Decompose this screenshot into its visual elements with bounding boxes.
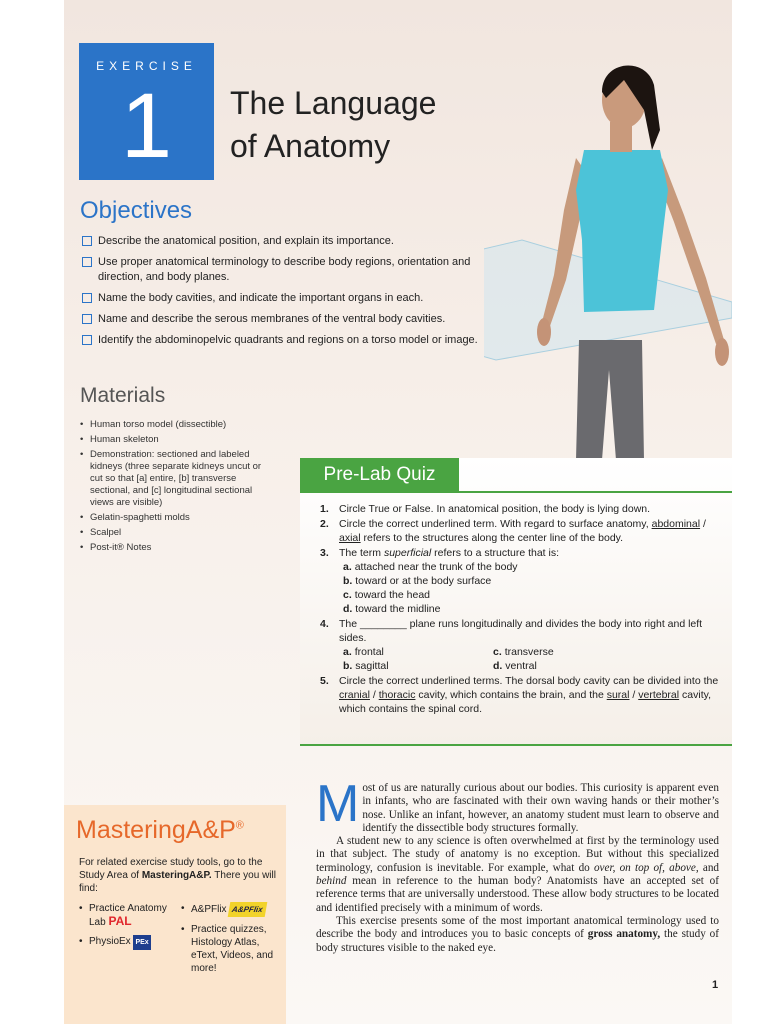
answer-option[interactable]: cranial [339, 689, 370, 701]
mastering-logo: MasteringA&P® [76, 816, 244, 844]
intro-body-text [316, 775, 720, 955]
tool-physioex[interactable]: • PhysioEx PEx [78, 935, 178, 950]
quiz-question-5: 5. Circle the correct underlined terms. The dorsal body cavity can be divided into the cranial / thoracic cavity, which contains the brain, and the sural / vertebral cavity, which contains the spinal cord. [320, 675, 719, 715]
paragraph: Most of us are naturally curious about our bodies. This curiosity is apparent even in infants, who are fascinated with their own waving hands or their mother’s nose. Unlike an infant, however, an anatomy student must learn to observe and identify the dissectible body structures formally. [316, 775, 719, 834]
title-line-2: of Anatomy [230, 128, 391, 164]
objective-item: Use proper anatomical terminology to describe body regions, orientation and direction, and body planes. [82, 255, 512, 285]
checkbox-icon[interactable] [82, 257, 92, 267]
paragraph: A student new to any science is often overwhelmed at first by the terminology used in that subject. The study of anatomy is no exception. But without this specialized terminology, confusion is inevitable. For example, what do over, on top of, above, and behind mean in reference to the human body? Anatomists have an accepted set of reference terms that are universally understood. These allow body structures to be located and identified precisely with a minimum of words. [316, 835, 720, 914]
answer-option[interactable]: c. toward the head [343, 589, 430, 601]
mastering-tools-right [180, 902, 284, 981]
answer-option[interactable]: abdominal [651, 518, 701, 530]
objective-item: Identify the abdominopelvic quadrants and regions on a torso model or image. [82, 333, 512, 348]
exercise-number: 1 [120, 75, 173, 177]
objectives-heading: Objectives [80, 197, 193, 224]
tool-apflix[interactable]: • A&PFlix A&PFlix [180, 902, 284, 917]
objective-item: Describe the anatomical position, and explain its importance. [82, 234, 512, 249]
pal-icon: PAL [108, 914, 132, 928]
materials-heading: Materials [80, 384, 166, 407]
checkbox-icon[interactable] [82, 335, 92, 345]
material-item: • Human skeleton [78, 434, 268, 446]
mastering-tools-left [78, 902, 178, 956]
objective-item: Name the body cavities, and indicate the important organs in each. [82, 291, 512, 306]
mastering-sidebar [64, 805, 286, 1024]
material-item: • Demonstration: sectioned and labeled kidneys (three separate kidneys uncut or cut so that [a] entire, [b] transverse sectional, and [c] longitudinal sectional views are visible) [78, 449, 268, 509]
answer-option[interactable]: d. toward the midline [343, 603, 441, 615]
checkbox-icon[interactable] [82, 293, 92, 303]
quiz-questions [320, 502, 720, 717]
answer-options [339, 560, 720, 616]
quiz-question-1: 1. Circle True or False. In anatomical position, the body is lying down. [320, 503, 651, 515]
apflix-icon: A&PFlix [228, 902, 267, 917]
answer-option[interactable]: a. frontal [343, 646, 384, 658]
checkbox-icon[interactable] [82, 314, 92, 324]
answer-option[interactable]: b. sagittal [343, 660, 389, 672]
paragraph: This exercise presents some of the most important anatomical terminology used to describe the body and introduces you to basic concepts of gross anatomy, the study of body structures visible to the naked eye. [316, 914, 720, 954]
answer-option[interactable]: a. attached near the trunk of the body [343, 561, 518, 573]
answer-option[interactable]: d. ventral [493, 660, 537, 672]
quiz-bottom-divider [300, 744, 732, 746]
answer-option[interactable]: c. transverse [493, 646, 554, 658]
quiz-heading: Pre-Lab Quiz [300, 458, 459, 491]
answer-option[interactable]: vertebral [638, 689, 680, 701]
material-item: • Scalpel [78, 527, 268, 539]
title-line-1: The Language [230, 85, 437, 121]
objective-item: Name and describe the serous membranes of the ventral body cavities. [82, 312, 512, 327]
exercise-label: EXERCISE [96, 59, 197, 73]
textbook-page [64, 0, 732, 1024]
answer-option[interactable]: axial [339, 532, 361, 544]
objectives-list [82, 234, 512, 354]
tool-practice-anatomy-lab[interactable]: • Practice Anatomy Lab PAL [78, 902, 178, 929]
answer-options [339, 645, 720, 673]
answer-option[interactable]: sural [606, 689, 630, 701]
tool-practice-quizzes[interactable]: • Practice quizzes, Histology Atlas, eText, Videos, and more! [180, 923, 284, 975]
quiz-divider [300, 491, 732, 493]
checkbox-icon[interactable] [82, 236, 92, 246]
page-number: 1 [712, 979, 719, 991]
materials-list [78, 419, 268, 557]
quiz-question-3: 3. The term superficial refers to a structure that is: a. attached near the trunk of the body b. toward or at the body surface c. toward the head d. toward the midline [320, 546, 720, 616]
quiz-question-4: 4. The ________ plane runs longitudinally and divides the body into right and left sides. a. frontal c. transverse b. sagittal d. ventral [320, 617, 720, 673]
material-item: • Gelatin-spaghetti molds [78, 512, 268, 524]
exercise-badge [79, 43, 214, 180]
quiz-question-2: 2. Circle the correct underlined term. With regard to surface anatomy, abdominal / axial refers to the structures along the center line of the body. [320, 518, 706, 544]
page-title [230, 82, 436, 168]
drop-cap: M [316, 775, 360, 833]
material-item: • Post-it® Notes [78, 542, 268, 554]
answer-option[interactable]: thoracic [378, 689, 416, 701]
pre-lab-quiz [300, 458, 732, 746]
mastering-intro: For related exercise study tools, go to the Study Area of MasteringA&P. There you will find: [79, 857, 276, 894]
answer-option[interactable]: b. toward or at the body surface [343, 575, 492, 587]
pex-icon: PEx [133, 935, 150, 950]
material-item: • Human torso model (dissectible) [78, 419, 268, 431]
